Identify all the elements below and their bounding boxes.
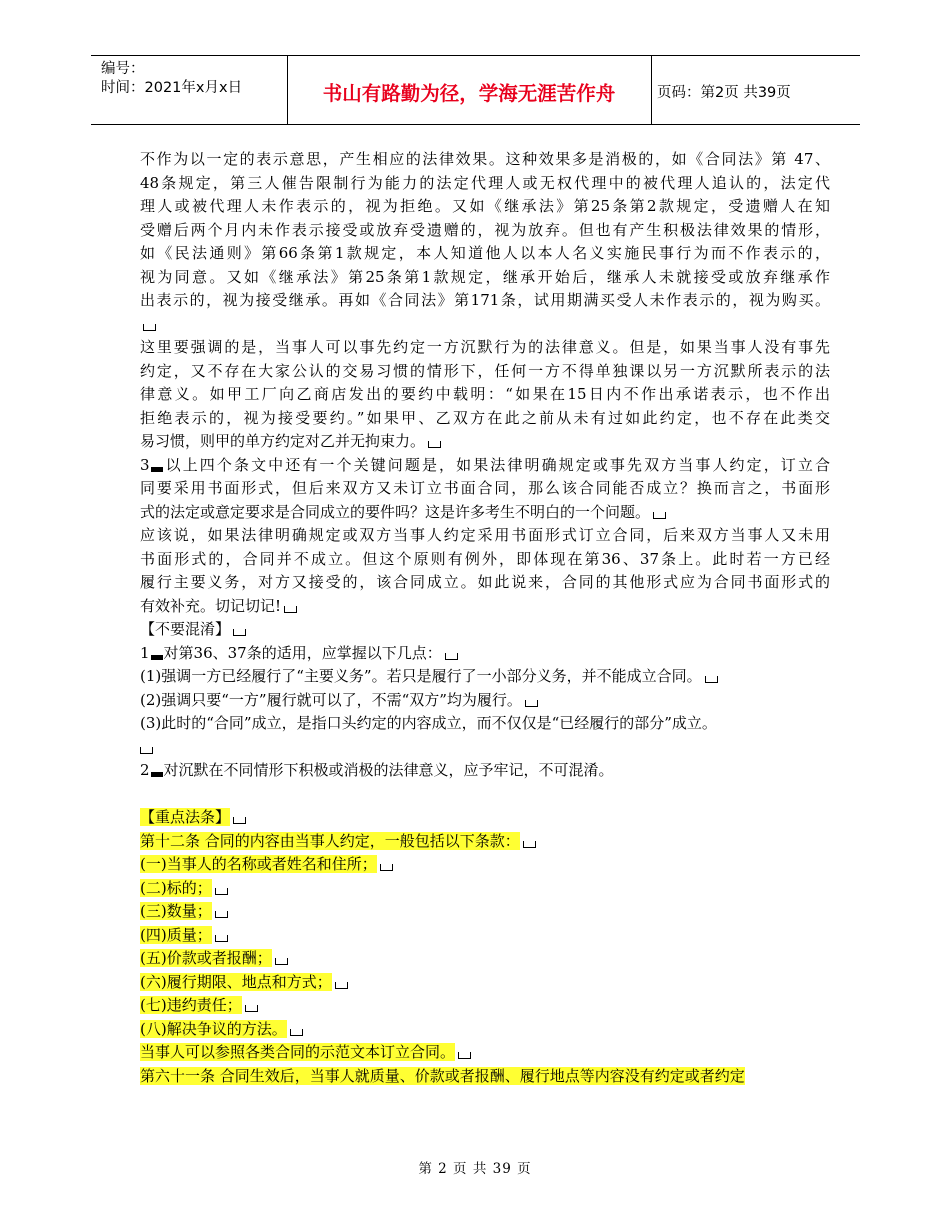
text-line: 应该说，如果法律明确规定或双方当事人约定采用书面形式订立合同，后来双方当事人又未用 [140, 526, 830, 544]
text-line: 式的法定或意定要求是合同成立的要件吗？这是许多考生不明白的一个问题。 [140, 501, 830, 525]
paragraph-mark-icon [523, 841, 536, 848]
paragraph-mark-icon [458, 1052, 471, 1059]
text-line: 履行主要义务，对方又接受的，该合同成立。如此说来，合同的其他形式应为合同书面形式的 [140, 573, 830, 591]
paragraph-mark-icon [428, 441, 441, 448]
document-number-label: 编号： [101, 61, 145, 77]
page-footer: 第 2 页 共 39 页 [418, 1161, 532, 1177]
page-header [91, 55, 860, 125]
law-clause: (四)质量； [140, 924, 830, 948]
text-line: 有效补充。切记切记! [140, 595, 830, 619]
text-line: 视为同意。又如《继承法》第25条第1款规定，继承开始后，继承人未就接受或放弃继承作 [140, 267, 830, 286]
law-clause: (六)履行期限、地点和方式； [140, 971, 830, 995]
text-line: 3 以上四个条文中还有一个关键问题是，如果法律明确规定或事先双方当事人约定，订立合 [140, 455, 830, 474]
law-article: 第六十一条 合同生效后，当事人就质量、价款或者报酬、履行地点等内容没有约定或者约定 [140, 1066, 745, 1085]
paragraph-mark-icon [284, 606, 297, 613]
header-divider [651, 56, 652, 124]
document-body [140, 148, 830, 1088]
spacer [140, 783, 830, 807]
list-item: 2 对沉默在不同情形下积极或消极的法律意义，应予牢记，不可混淆。 [140, 761, 614, 779]
paragraph-mark-icon [275, 958, 288, 965]
paragraph-mark-icon [143, 324, 156, 331]
paragraph-mark-icon [705, 676, 718, 683]
law-clause: (一)当事人的名称或者姓名和住所； [140, 853, 830, 877]
paragraph-mark-line [140, 313, 830, 337]
law-clause: (二)标的； [140, 877, 830, 901]
law-clause: (三)数量； [140, 900, 830, 924]
paragraph-mark-icon [215, 911, 228, 918]
text-line: 拒绝表示的，视为接受要约。”如果甲、乙双方在此之前从未有过如此约定，也不存在此类交 [140, 408, 830, 427]
paragraph-mark-icon [245, 1005, 258, 1012]
paragraph-mark-icon [335, 982, 348, 989]
text-line: 如《民法通则》第66条第1款规定，本人知道他人以本人名义实施民事行为而不作表示的， [140, 244, 830, 262]
paragraph-mark-icon [525, 700, 538, 707]
header-page-number: 页码：第2页 共39页 [657, 85, 791, 101]
text-line: 不作为以一定的表示意思，产生相应的法律效果。这种效果多是消极的，如《合同法》第 47、 [140, 150, 830, 168]
header-motto: 书山有路勤为径，学海无涯苦作舟 [322, 82, 616, 105]
paragraph-mark-icon [290, 1029, 303, 1036]
paragraph-mark-icon [445, 653, 458, 660]
paragraph-mark-icon [233, 817, 246, 824]
text-line: 这里要强调的是，当事人可以事先约定一方沉默行为的法律意义。但是，如果当事人没有事先 [140, 338, 830, 356]
text-line: 易习惯，则甲的单方约定对乙并无拘束力。 [140, 430, 830, 454]
text-line: 受赠后两个月内未作表示接受或放弃受遗赠的，视为放弃。但也有产生积极法律效果的情形， [140, 220, 830, 239]
document-date-label: 时间：2021年x月x日 [101, 80, 243, 96]
law-clause: (七)违约责任； [140, 994, 830, 1018]
text-line: 同要采用书面形式，但后来双方又未订立书面合同，那么该合同能否成立？换而言之，书面形 [140, 479, 830, 497]
text-line: 律意义。如甲工厂向乙商店发出的要约中载明：“如果在15日内不作出承诺表示，也不作出 [140, 385, 830, 403]
highlighted-heading: 【重点法条】 [140, 806, 830, 830]
law-clause: 当事人可以参照各类合同的示范文本订立合同。 [140, 1041, 830, 1065]
paragraph-mark-line [140, 736, 830, 760]
paragraph-mark-icon [215, 935, 228, 942]
paragraph-mark-icon [380, 864, 393, 871]
tab-mark-icon [151, 655, 163, 660]
list-item: 1 对第36、37条的适用，应掌握以下几点： [140, 642, 830, 666]
text-line: 约定，又不存在大家公认的交易习惯的情形下，任何一方不得单独课以另一方沉默所表示的法 [140, 361, 830, 380]
law-article: 第十二条 合同的内容由当事人约定，一般包括以下条款： [140, 830, 830, 854]
list-item: (2)强调只要“一方”履行就可以了，不需“双方”均为履行。 [140, 689, 830, 713]
text-line: 48条规定，第三人催告限制行为能力的法定代理人或无权代理中的被代理人追认的，法定代 [140, 173, 830, 192]
section-heading: 【不要混淆】 [140, 618, 830, 642]
text-line: 书面形式的，合同并不成立。但这个原则有例外，即体现在第36、37条上。此时若一方已经 [140, 549, 830, 568]
paragraph-mark-icon [140, 747, 153, 754]
paragraph-mark-icon [215, 888, 228, 895]
tab-mark-icon [151, 772, 163, 777]
law-clause: (五)价款或者报酬； [140, 947, 830, 971]
paragraph-mark-icon [233, 629, 246, 636]
law-clause: (八)解决争议的方法。 [140, 1018, 830, 1042]
header-meta [101, 60, 242, 98]
tab-mark-icon [151, 467, 163, 472]
list-item: (1)强调一方已经履行了“主要义务”。若只是履行了一小部分义务，并不能成立合同。 [140, 665, 830, 689]
list-item: (3)此时的“合同”成立，是指口头约定的内容成立，而不仅仅是“已经履行的部分”成立。 [140, 714, 717, 732]
text-line: 理人或被代理人未作表示的，视为拒绝。又如《继承法》第25条第2款规定，受遗赠人在知 [140, 197, 830, 215]
paragraph-mark-icon [653, 512, 666, 519]
text-line: 出表示的，视为接受继承。再如《合同法》第171条，试用期满买受人未作表示的，视为购买。 [140, 291, 830, 309]
